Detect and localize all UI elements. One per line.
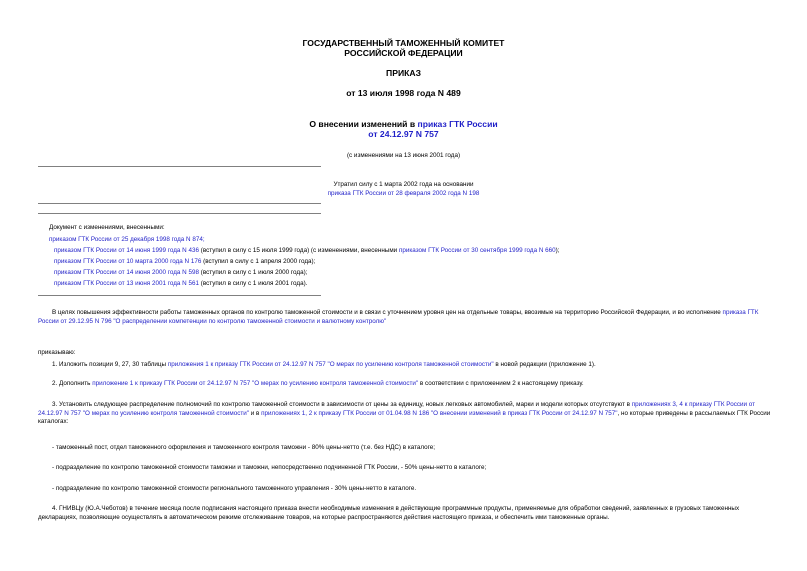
intro-link-796[interactable]: приказа ГТК России от 29.12.95 N 796 "О распределении компетенции по контролю таможенной стоимости и валютному контролю" bbox=[38, 309, 759, 325]
expired-line: Утратил силу с 1 марта 2002 года на основании bbox=[333, 181, 474, 188]
p2-text-end: в соответствии с приложением 2 к настоящему приказу. bbox=[418, 380, 584, 387]
changes-item-2 bbox=[54, 247, 560, 255]
title-link-order-757[interactable]: приказ ГТК России bbox=[417, 119, 498, 129]
changes-heading: Документ с изменениями, внесенными: bbox=[49, 224, 165, 231]
change-link-561[interactable]: приказом ГТК России от 13 июня 2001 года N 561 bbox=[54, 280, 199, 287]
paragraph-4: 4. ГНИВЦу (Ю.А.Чеботов) в течение месяца после подписания настоящего приказа внести необходимые изменения в действующие программные продукты, применяемые для обработки сведений, заявленных в грузовых таможенных декларациях, позволяющие осуществлять в автоматическом режиме отслеживание товаров, на которые распространяются действия настоящего приказа, и обеспечить ими таможенные органы. bbox=[38, 505, 740, 521]
order-word: приказываю: bbox=[38, 349, 76, 356]
change-link-176[interactable]: приказом ГТК России от 10 марта 2000 года N 176 bbox=[54, 258, 202, 265]
change-text-598: (вступил в силу с 1 июля 2000 года); bbox=[198, 269, 308, 276]
doc-title-prefix: О внесении изменений в bbox=[309, 119, 418, 129]
p3-link-order-186[interactable]: приложениях 1, 2 к приказу ГТК России от 01.04.98 N 186 "О внесении изменений в приказ ГТК России от 24.12.97 N 757" bbox=[261, 409, 618, 417]
changes-item-3 bbox=[54, 258, 315, 266]
p2-text: 2. Дополнить bbox=[52, 380, 93, 387]
change-link-874[interactable]: приказом ГТК России от 25 декабря 1998 года N 874; bbox=[49, 236, 205, 243]
changes-item-5 bbox=[54, 280, 307, 288]
change-text-660-end: ); bbox=[555, 247, 560, 254]
intro-text: В целях повышения эффективности работы таможенных органов по контролю таможенной стоимости и в связи с уточнением уровня цен на отдельные товары, ввозимые на территорию Российской Федерации, и во исполнение bbox=[52, 309, 723, 316]
intro-paragraph bbox=[38, 309, 773, 326]
paragraph-1 bbox=[38, 361, 773, 370]
changes-item-1 bbox=[49, 236, 205, 244]
bullet-1: - таможенный пост, отдел таможенного оформления и таможенного контроля таможни - 80% цены-нетто (т.е. без НДС) в каталоге; bbox=[52, 444, 436, 451]
divider bbox=[38, 203, 321, 204]
org-name-line1: ГОСУДАРСТВЕННЫЙ ТАМОЖЕННЫЙ КОМИТЕТ bbox=[302, 38, 505, 48]
changes-item-4 bbox=[54, 269, 307, 277]
divider bbox=[38, 166, 321, 167]
p2-link-appendix-1[interactable]: приложение 1 к приказу ГТК России от 24.12.97 N 757 "О мерах по усилению контроля таможенной стоимости" bbox=[92, 380, 419, 387]
change-link-436[interactable]: приказом ГТК России от 14 июня 1999 года N 436 bbox=[54, 247, 199, 254]
paragraph-2 bbox=[38, 380, 773, 389]
expired-link-line bbox=[0, 190, 807, 198]
p3-text: 3. Установить следующее распределение полномочий по контролю таможенной стоимости в зависимости от цены за единицу, новых легковых автомобилей, марки и модели которых отсутствуют в bbox=[52, 401, 632, 408]
amendment-note: (с изменениями на 13 июня 2001 года) bbox=[346, 152, 461, 159]
p1-link-appendix-1[interactable]: приложения 1 к приказу ГТК России от 24.12.97 N 757 "О мерах по усилению контроля таможенной стоимости" bbox=[167, 361, 494, 368]
change-text-436: (вступил в силу с 15 июля 1999 года) (с изменениями, внесенными bbox=[198, 247, 399, 254]
doc-type: ПРИКАЗ bbox=[386, 68, 421, 78]
divider bbox=[38, 295, 321, 296]
doc-date: от 13 июля 1998 года N 489 bbox=[346, 88, 461, 98]
p3-link-appendices-3-4[interactable]: приложениях 3, 4 к приказу ГТК России от 24.12.97 N 757 "О мерах по усилению контроля таможенной стоимости" bbox=[38, 401, 756, 417]
change-link-598[interactable]: приказом ГТК России от 14 июня 2000 года N 598 bbox=[54, 269, 199, 276]
change-text-561: (вступил в силу с 1 июля 2001 года). bbox=[198, 280, 308, 287]
p1-text: 1. Изложить позиции 9, 27, 30 таблицы bbox=[52, 361, 168, 368]
expired-order-link[interactable]: приказа ГТК России от 28 февраля 2002 года N 198 bbox=[327, 190, 480, 197]
change-link-660[interactable]: приказом ГТК России от 30 сентября 1999 года N 660 bbox=[398, 247, 556, 254]
bullet-2: - подразделение по контролю таможенной стоимости таможни и таможни, непосредственно подчиненной ГТК России, - 50% цены-нетто в каталоге; bbox=[52, 464, 487, 471]
p3-text-end: , но которые приведены в рассылаемых ГТК России каталогах: bbox=[38, 409, 771, 426]
p1-text-end: в новой редакции (приложение 1). bbox=[493, 361, 596, 368]
change-text-176: (вступил в силу с 1 апреля 2000 года); bbox=[201, 258, 316, 265]
divider bbox=[38, 213, 321, 214]
doc-title-line2 bbox=[0, 129, 807, 139]
paragraph-3 bbox=[38, 401, 773, 427]
org-name-line2: РОССИЙСКОЙ ФЕДЕРАЦИИ bbox=[344, 48, 463, 58]
p3-text-mid: и в bbox=[248, 409, 262, 417]
title-link-order-757-date[interactable]: от 24.12.97 N 757 bbox=[368, 129, 439, 139]
doc-title-line1 bbox=[0, 119, 807, 129]
bullet-3: - подразделение по контролю таможенной стоимости регионального таможенного управления - 30% цены-нетто в каталоге. bbox=[52, 485, 417, 492]
